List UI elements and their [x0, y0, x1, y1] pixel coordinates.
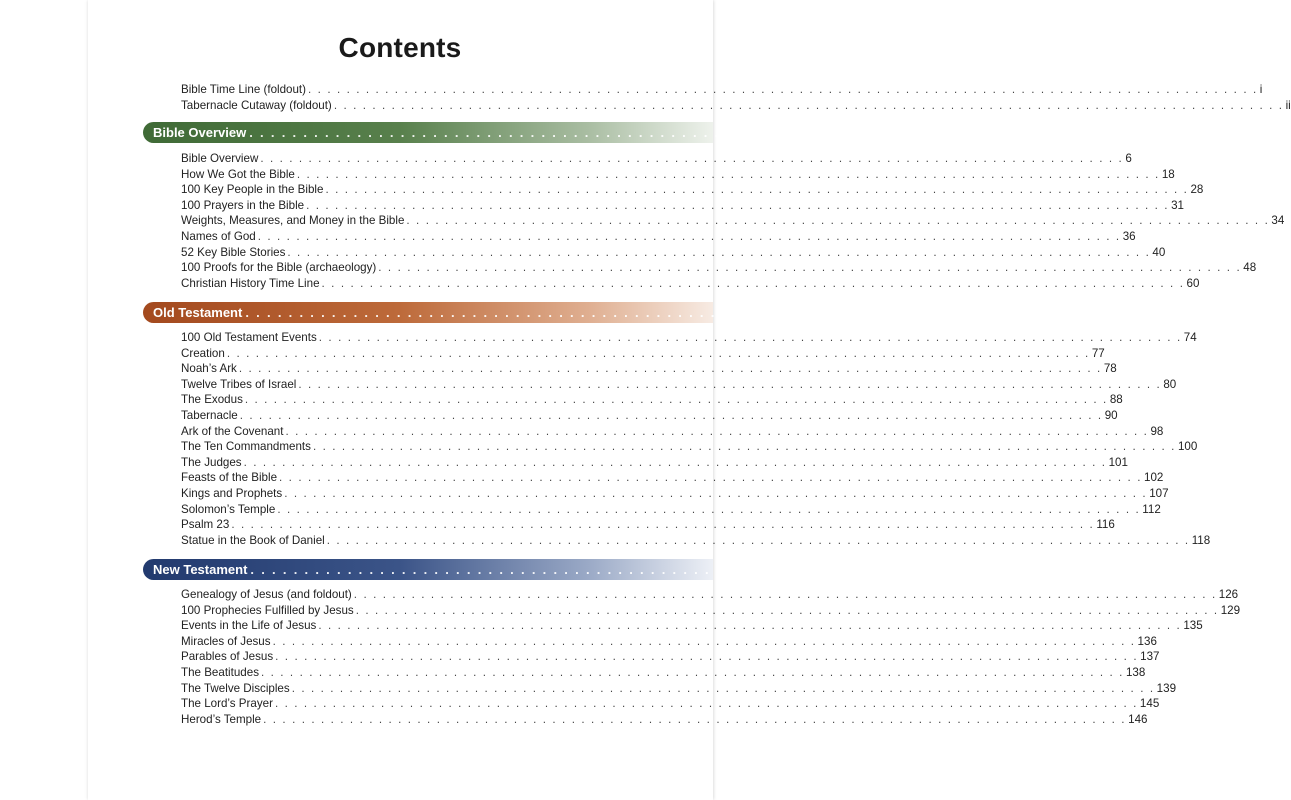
entry-label: Events in the Life of Jesus	[181, 619, 317, 633]
entry-label: Psalm 23	[181, 518, 230, 532]
section-header-bible-overview	[143, 122, 1055, 143]
entry-label: The Beatitudes	[181, 665, 259, 679]
toc-entry	[181, 424, 1164, 440]
entry-label: Weights, Measures, and Money in the Bible	[181, 214, 405, 228]
entry-page: 102	[1144, 471, 1164, 485]
toc-entry	[181, 276, 1200, 292]
toc-entry	[181, 182, 1204, 198]
toc-entry	[181, 392, 1123, 408]
dot-leader: . . . . . . . . . . . . . . . . . . . . . . . . . . . . . . . . . . . . . . . . . . . . . . . . . . . . . . . . . . . . . . . . . . . . . . . . . . . . . . . . . . . . . . . . . .	[239, 408, 1103, 422]
entry-label: Tabernacle	[181, 408, 238, 422]
entry-page: 80	[1163, 377, 1177, 391]
section-title: New Testament	[153, 562, 248, 577]
entry-page: 116	[1096, 518, 1115, 532]
entry-page: 139	[1156, 681, 1177, 695]
dot-leader: . . . . . . . . . . . . . . . . . . . . . . . . . . . . . . . . . . . . . . . . . . . . . . . . . . . . . . . . . . . . . . . . . . . . . . . . . .	[245, 305, 1041, 320]
dot-leader: . . . . . . . . . . . . . . . . . . . . . . . . . . . . . . . . . . . . . . . . . . . . . . . . . . . . . . . . . . . . . . . . . . . . . . . . . . . . . . . . . . . . . . . . . .	[306, 198, 1170, 212]
entry-page: 145	[1139, 697, 1160, 711]
entry-page: 40	[1152, 245, 1166, 259]
entry-label: Tabernacle Cutaway (foldout)	[181, 98, 332, 112]
dot-leader: . . . . . . . . . . . . . . . . . . . . . . . . . . . . . . . . . . . . . . . . . . . . . . . . . . . . . . . . . . . . . . . . . . . . . . . . . . . . . . . . . . . . . . . . . .	[260, 152, 1124, 165]
entry-label: Genealogy of Jesus (and foldout)	[181, 588, 352, 601]
entry-label: Bible Time Line (foldout)	[181, 83, 307, 96]
dot-leader: . . . . . . . . . . . . . . . . . . . . . . . . . . . . . . . . . . . . . . . . . . . . . . . . . . . . . . . . . . . . . . . . . . . . . . . . . . . . . . . . . . . . . . . . . . . . . . . . . . .	[333, 98, 1284, 112]
dot-leader: . . . . . . . . . . . . . . . . . . . . . . . . . . . . . . . . . . . . . . . . . . . . . . . . . . . . . . . . . . . . . . . . . . . . . . . . . . . . . . . . . . . . . . . . . .	[231, 518, 1095, 532]
entry-page: 31	[1171, 198, 1184, 212]
dot-leader: . . . . . . . . . . . . . . . . . . . . . . . . . . . . . . . . . . . . . . . . . . . . . . . . . . . . . . . . . . . . . . . . . . . . . . . . . . . . . . . . . . . . . . . . . .	[226, 346, 1090, 360]
toc-entry	[181, 213, 1285, 229]
entry-page: 18	[1161, 167, 1175, 181]
entry-label: Bible Overview	[181, 152, 259, 165]
section-page: 73	[1043, 305, 1059, 320]
entry-page: 74	[1183, 331, 1197, 344]
dot-leader: . . . . . . . . . . . . . . . . . . . . . . . . . . . . . . . . . . . . . . . . . . . . . . . . . . . . . . . . . . . . . . . . . . . . . . . . . . . . . . . . . . . . . . . . . .	[244, 393, 1108, 407]
entry-label: The Lord’s Prayer	[181, 697, 273, 711]
dot-leader: . . . . . . . . . . . . . . . . . . . . . . . . . . . . . . . . . . . . . . . . . . . . . . . . . . . . . . . . . . . . . . . . . . . . . . . . . . . . . . . . . . . . . . . . . .	[272, 634, 1136, 648]
entry-page: 6	[1125, 152, 1132, 165]
toc-entry	[181, 260, 1257, 276]
entry-label: Herod’s Temple	[181, 712, 262, 726]
toc-entry	[181, 618, 1203, 634]
dot-leader: . . . . . . . . . . . . . . . . . . . . . . . . . . . . . . . . . . . . . . . . . . . . . . . . . . . . . . . . . . . . . . . . . . . . . . . . . . . . . . . . . . . . . . . . . .	[287, 245, 1151, 259]
entry-page: 138	[1125, 665, 1146, 679]
toc-entry	[181, 82, 1263, 98]
entry-label: Ark of the Covenant	[181, 424, 284, 438]
entry-page: 126	[1218, 588, 1239, 601]
toc-entry	[181, 439, 1198, 455]
entry-page: i	[1259, 83, 1263, 96]
entry-label: How We Got the Bible	[181, 167, 295, 181]
entry-label: Kings and Prophets	[181, 486, 283, 500]
toc-entry	[181, 361, 1117, 377]
dot-leader: . . . . . . . . . . . . . . . . . . . . . . . . . . . . . . . . . . . . . . . . . . . . . . . . . . . . . . . . . . . . . . . . . . . . . . . . . .	[249, 125, 1045, 140]
dot-leader: . . . . . . . . . . . . . . . . . . . . . . . . . . . . . . . . . . . . . . . . . . . . . . . . . . . . . . . . . . . . . . . . . . . . . . . . . . . . . . . . . . . . . . . . . . . . . . . . . . .	[308, 83, 1258, 96]
section-title: Old Testament	[153, 305, 243, 320]
section-entries-new-testament	[181, 587, 1241, 727]
entry-page: 118	[1191, 533, 1211, 547]
entry-label: 100 Old Testament Events	[181, 331, 317, 344]
toc-entry	[181, 696, 1160, 712]
section-header-new-testament	[143, 559, 1071, 580]
entry-page: 36	[1122, 229, 1136, 243]
page-title: Contents	[338, 32, 462, 63]
entry-label: Miracles of Jesus	[181, 634, 271, 648]
toc-entry	[181, 151, 1132, 167]
entry-label: Twelve Tribes of Israel	[181, 377, 297, 391]
entry-page: 136	[1137, 634, 1157, 648]
entry-page: 28	[1190, 183, 1204, 197]
entry-label: Christian History Time Line	[181, 276, 320, 290]
toc-entry	[181, 649, 1160, 665]
toc-entry	[181, 198, 1184, 214]
entry-label: The Exodus	[181, 393, 243, 407]
entry-page: 34	[1271, 214, 1285, 228]
entry-label: Parables of Jesus	[181, 650, 274, 664]
toc-entry	[181, 603, 1241, 619]
entry-page: 107	[1149, 486, 1169, 500]
entry-label: The Judges	[181, 455, 242, 469]
dot-leader: . . . . . . . . . . . . . . . . . . . . . . . . . . . . . . . . . . . . . . . . . . . . . . . . . . . . . . . . . . . . . . . . . . . . . . . . . . . . . . . . . . . . . . . . . .	[318, 331, 1182, 344]
entry-page: 135	[1183, 619, 1203, 633]
dot-leader: . . . . . . . . . . . . . . . . . . . . . . . . . . . . . . . . . . . . . . . . . . . . . . . . . . . . . . . . . . . . . . . . . . . . . . . . . . . . . . . . . . . . . . . . . .	[284, 486, 1148, 500]
section-entries-bible-overview	[181, 151, 1285, 291]
entry-label: 100 Key People in the Bible	[181, 183, 324, 197]
toc-entry	[181, 486, 1169, 502]
toc-entry	[181, 229, 1136, 245]
entry-label: Feasts of the Bible	[181, 471, 278, 485]
toc-entry	[181, 455, 1128, 471]
dot-leader: . . . . . . . . . . . . . . . . . . . . . . . . . . . . . . . . . . . . . . . . . . . . . . . . . . . . . . . . . . . . . . . . . . . . . . . . . . . . . . . . . . . . . . . . . .	[277, 502, 1141, 516]
entry-label: Noah’s Ark	[181, 362, 237, 376]
entry-page: 112	[1142, 502, 1161, 516]
intro-entries	[181, 82, 1291, 113]
dot-leader: . . . . . . . . . . . . . . . . . . . . . . . . . . . . . . . . . . . . . . . . . . . . . . . . . . . . . . . . . . . . . . . . . . . . . . . . . . . . . . . . . . . . . . . . . .	[285, 424, 1149, 438]
toc-entry	[181, 502, 1161, 518]
entry-label: 100 Prayers in the Bible	[181, 198, 305, 212]
entry-label: Solomon’s Temple	[181, 502, 276, 516]
dot-leader: . . . . . . . . . . . . . . . . . . . . . . . . . . . . . . . . . . . . . . . . . . . . . . . . . . . . . . . . . . . . . . . . . . . . . . . . . . . . . . . . . . . . . . . . . .	[298, 377, 1162, 391]
toc-entry	[181, 245, 1166, 261]
entry-page: 77	[1091, 346, 1105, 360]
dot-leader: . . . . . . . . . . . . . . . . . . . . . . . . . . . . . . . . . . . . . . . . . . . . . . . . . . . . . . . . . . . . . . . . . . . . . . . . . . . . . . . . . . . . . . . . . .	[263, 712, 1127, 726]
entry-label: 100 Prophecies Fulfilled by Jesus	[181, 603, 354, 617]
section-page: 125	[1048, 562, 1071, 577]
dot-leader: . . . . . . . . . . . . . . . . . . . . . . . . . . . . . . . . . . . . . . . . . . . . . . . . . . . . . . . . . . . . . . . . . . . . . . . . . . . . . . . . . . . . . . . . . .	[325, 183, 1189, 197]
toc-entry	[181, 98, 1291, 114]
dot-leader: . . . . . . . . . . . . . . . . . . . . . . . . . . . . . . . . . . . . . . . . . . . . . . . . . . . . . . . . . . . . . . . . . . . . . . . . . . . . . . . . . . . . . . . . . .	[257, 229, 1121, 243]
dot-leader: . . . . . . . . . . . . . . . . . . . . . . . . . . . . . . . . . . . . . . . . . . . . . . . . . . . . . . . . . . . . . . . . . . . . . . . . . . . . . . . . . . . . . . . . . .	[274, 697, 1138, 711]
toc-entry	[181, 167, 1175, 183]
dot-leader: . . . . . . . . . . . . . . . . . . . . . . . . . . . . . . . . . . . . . . . . . . . . . . . . . . . . . . . . . . . . . . . . . . . . . . . . . . . . . . . . . . . . . . . . . .	[353, 588, 1217, 601]
section-page: 5	[1047, 125, 1055, 140]
dot-leader: . . . . . . . . . . . . . . . . . . . . . . . . . . . . . . . . . . . . . . . . . . . . . . . . . . . . . . . . . . . . . . . . . . . . . . . . . . . . . . . . . . . . . . . . . .	[279, 471, 1143, 485]
dot-leader: . . . . . . . . . . . . . . . . . . . . . . . . . . . . . . . . . . . . . . . . . . . . . . . . . . . . . . . . . . . . . . . . . . . . . . . . . . . . . . . . . . . . . . . . . .	[275, 650, 1139, 664]
entry-page: 78	[1103, 362, 1117, 376]
dot-leader: . . . . . . . . . . . . . . . . . . . . . . . . . . . . . . . . . . . . . . . . . . . . . . . . . . . . . . . . . . . . . . . . . . . . . . . . . . . . . . . . . . . . . . . . . .	[312, 440, 1176, 454]
toc-entry	[181, 517, 1115, 533]
entry-page: 101	[1108, 455, 1128, 469]
dot-leader: . . . . . . . . . . . . . . . . . . . . . . . . . . . . . . . . . . . . . . . . . . . . . . . . . . . . . . . . . . . . . . . . . . . . . . . . . . . . . . . . . . . . . . . . . .	[355, 603, 1219, 617]
entry-page: 60	[1186, 276, 1200, 290]
toc-entry	[181, 346, 1105, 362]
section-title: Bible Overview	[153, 125, 247, 140]
entry-page: 88	[1109, 393, 1123, 407]
dot-leader: . . . . . . . . . . . . . . . . . . . . . . . . . . . . . . . . . . . . . . . . . . . . . . . . . . . . . . . . . . . . . . . . . . . . . . . . . . . . . . . . . . . . . . . . . .	[318, 619, 1182, 633]
toc-entry	[181, 377, 1177, 393]
entry-label: The Ten Commandments	[181, 440, 311, 454]
dot-leader: . . . . . . . . . . . . . . . . . . . . . . . . . . . . . . . . . . . . . . . . . . . . . . . . . . . . . . . . . . . . . . . . . . . . . . . . . . . . . . . . . . . . . . . . . .	[243, 455, 1107, 469]
entry-page: ii	[1285, 98, 1291, 112]
entry-label: The Twelve Disciples	[181, 681, 290, 695]
dot-leader: . . . . . . . . . . . . . . . . . . . . . . . . . . . . . . . . . . . . . . . . . . . . . . . . . . . . . . . . . . . . . . . . . . . . . . . . . . . . . . . . . . . . . . . . . .	[326, 533, 1190, 547]
entry-label: 52 Key Bible Stories	[181, 245, 286, 259]
toc-entry	[181, 408, 1118, 424]
entry-page: 98	[1150, 424, 1164, 438]
entry-label: Names of God	[181, 229, 256, 243]
dot-leader: . . . . . . . . . . . . . . . . . . . . . . . . . . . . . . . . . . . . . . . . . . . . . . . . . . . . . . . . . . . . . . . . . . . . . . . . . . . . . . . . . . . . . . . . . .	[406, 214, 1270, 228]
section-header-old-testament	[143, 302, 1059, 323]
entry-page: 146	[1128, 712, 1148, 726]
entry-page: 129	[1220, 603, 1241, 617]
entry-label: Creation	[181, 346, 225, 360]
dot-leader: . . . . . . . . . . . . . . . . . . . . . . . . . . . . . . . . . . . . . . . . . . . . . . . . . . . . . . . . . . . . . . . . . . . . . . . . . . . . . . . . . . . . . . . . . .	[238, 362, 1102, 376]
toc-entry	[181, 587, 1239, 603]
toc-entry	[181, 533, 1211, 549]
entry-page: 90	[1104, 408, 1118, 422]
dot-leader: . . . . . . . . . . . . . . . . . . . . . . . . . . . . . . . . . . . . . . . . . . . . . . . . . . . . . . . . . . . . . . . . . . . . . . . . . . . . . . . . . . . . . . . . . .	[291, 681, 1155, 695]
toc-entry	[181, 470, 1164, 486]
entry-label: Statue in the Book of Daniel	[181, 533, 325, 547]
toc-entry	[181, 634, 1157, 650]
entry-label: 100 Proofs for the Bible (archaeology)	[181, 261, 377, 275]
entry-page: 100	[1177, 440, 1198, 454]
entry-page: 48	[1243, 261, 1257, 275]
dot-leader: . . . . . . . . . . . . . . . . . . . . . . . . . . . . . . . . . . . . . . . . . . . . . . . . . . . . . . . . . . . . . . . . . . . . . . . . . . . . . . . . . . . . . . . . . .	[261, 665, 1124, 679]
entry-page: 137	[1140, 650, 1160, 664]
toc-entry	[181, 712, 1148, 728]
toc-entry	[181, 665, 1146, 681]
dot-leader: . . . . . . . . . . . . . . . . . . . . . . . . . . . . . . . . . . . . . . . . . . . . . . . . . . . . . . . . . . . . . . . . . . . . . . . . . .	[250, 562, 1046, 577]
toc-entry	[181, 681, 1177, 697]
section-entries-old-testament	[181, 330, 1211, 548]
dot-leader: . . . . . . . . . . . . . . . . . . . . . . . . . . . . . . . . . . . . . . . . . . . . . . . . . . . . . . . . . . . . . . . . . . . . . . . . . . . . . . . . . . . . . . . . . .	[296, 167, 1160, 181]
dot-leader: . . . . . . . . . . . . . . . . . . . . . . . . . . . . . . . . . . . . . . . . . . . . . . . . . . . . . . . . . . . . . . . . . . . . . . . . . . . . . . . . . . . . . . . . . .	[378, 261, 1242, 275]
toc-entry	[181, 330, 1197, 346]
dot-leader: . . . . . . . . . . . . . . . . . . . . . . . . . . . . . . . . . . . . . . . . . . . . . . . . . . . . . . . . . . . . . . . . . . . . . . . . . . . . . . . . . . . . . . . . . .	[321, 276, 1185, 290]
